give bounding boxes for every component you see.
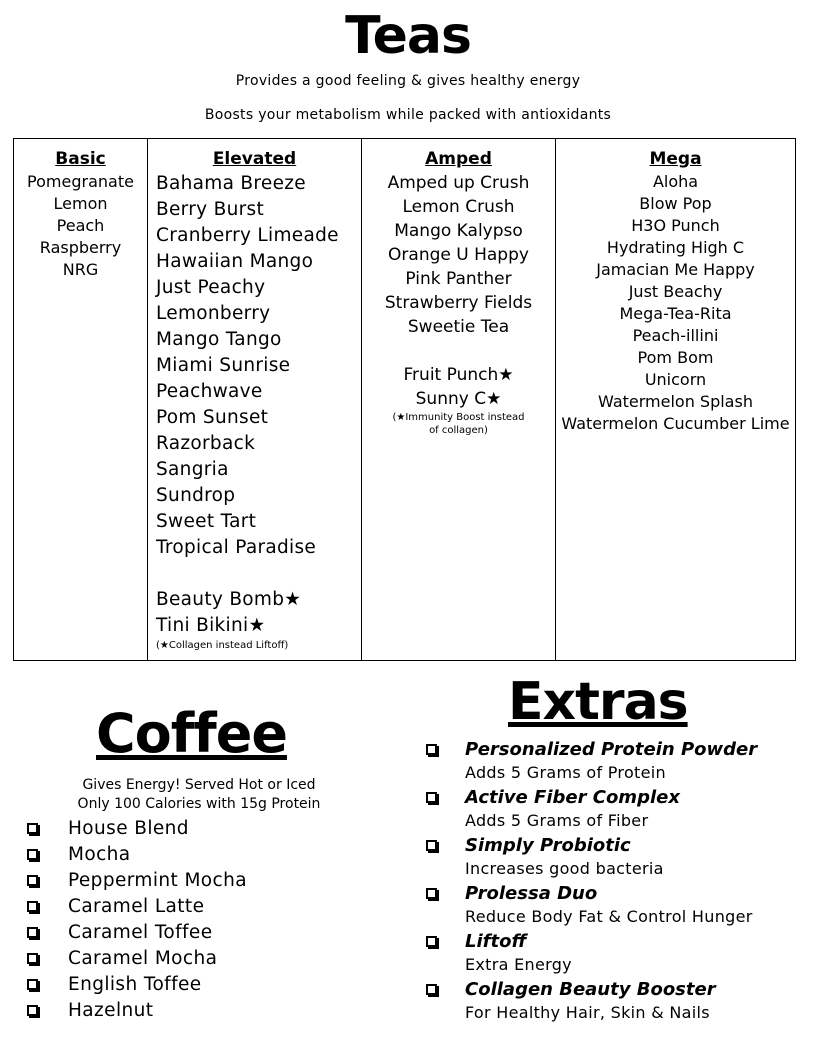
extra-item bbox=[426, 930, 796, 976]
amped-tea-item: Orange U Happy bbox=[388, 245, 529, 265]
elevated-tea-item: Just Peachy bbox=[156, 277, 266, 298]
elevated-tea-item: Tropical Paradise bbox=[156, 537, 317, 558]
checkbox-icon bbox=[426, 840, 437, 851]
basic-tea-item: Pomegranate bbox=[27, 172, 134, 191]
checkbox-icon bbox=[27, 927, 38, 938]
extra-item bbox=[426, 738, 796, 784]
coffee-item-label: Peppermint Mocha bbox=[68, 869, 247, 891]
amped-column bbox=[362, 139, 556, 660]
coffee-item-label: Caramel Toffee bbox=[68, 921, 213, 943]
extra-item bbox=[426, 786, 796, 832]
elevated-tea-item: Peachwave bbox=[156, 381, 263, 402]
mega-tea-item: Just Beachy bbox=[628, 282, 723, 301]
checkbox-icon bbox=[426, 888, 437, 899]
checkbox-icon bbox=[27, 875, 38, 886]
mega-tea-item: Aloha bbox=[652, 172, 699, 191]
mega-tea-item: Unicorn bbox=[644, 370, 707, 389]
coffee-list bbox=[27, 815, 247, 1023]
extra-item-description: Reduce Body Fat & Control Hunger bbox=[465, 907, 753, 926]
elevated-tea-item: Miami Sunrise bbox=[156, 355, 291, 376]
extra-item-description: For Healthy Hair, Skin & Nails bbox=[465, 1003, 710, 1022]
coffee-item-label: Mocha bbox=[68, 843, 131, 865]
amped-tea-item: Sweetie Tea bbox=[407, 317, 510, 337]
amped-header: Amped bbox=[425, 149, 492, 169]
amped-special-tea-item: Fruit Punch★ bbox=[403, 365, 514, 385]
amped-tea-item: Strawberry Fields bbox=[384, 293, 533, 313]
extra-item-name: Personalized Protein Powder bbox=[465, 739, 758, 760]
basic-tea-item: Lemon bbox=[53, 194, 108, 213]
coffee-item bbox=[27, 997, 247, 1023]
mega-column bbox=[556, 139, 795, 660]
elevated-note: (★Collagen instead Liftoff) bbox=[156, 640, 289, 651]
basic-column bbox=[14, 139, 148, 660]
mega-tea-item: Hydrating High C bbox=[606, 238, 745, 257]
mega-tea-item: Peach-illini bbox=[632, 326, 719, 345]
extra-item bbox=[426, 834, 796, 880]
coffee-item bbox=[27, 971, 247, 997]
amped-tea-item: Pink Panther bbox=[405, 269, 512, 289]
amped-note: (★Immunity Boost instead of collagen) bbox=[392, 412, 525, 436]
extra-item-description: Adds 5 Grams of Fiber bbox=[465, 811, 649, 830]
elevated-tea-item: Hawaiian Mango bbox=[156, 251, 314, 272]
extra-item-description: Increases good bacteria bbox=[465, 859, 664, 878]
extra-item-name: Liftoff bbox=[465, 931, 527, 952]
checkbox-icon bbox=[27, 823, 38, 834]
coffee-item-label: House Blend bbox=[68, 817, 189, 839]
mega-tea-item: Watermelon Splash bbox=[598, 392, 753, 411]
teas-tagline-1: Provides a good feeling & gives healthy energy bbox=[235, 73, 581, 89]
coffee-title: Coffee bbox=[96, 702, 287, 765]
coffee-item bbox=[27, 841, 247, 867]
elevated-tea-item: Sundrop bbox=[156, 485, 236, 506]
coffee-subtitle-1: Gives Energy! Served Hot or Iced bbox=[82, 777, 316, 793]
elevated-tea-item: Razorback bbox=[156, 433, 256, 454]
coffee-subtitle-2: Only 100 Calories with 15g Protein bbox=[77, 796, 321, 812]
mega-tea-item: Mega-Tea-Rita bbox=[619, 304, 732, 323]
checkbox-icon bbox=[27, 953, 38, 964]
elevated-tea-item: Cranberry Limeade bbox=[156, 225, 339, 246]
extra-item-name: Active Fiber Complex bbox=[465, 787, 680, 808]
elevated-tea-item: Pom Sunset bbox=[156, 407, 269, 428]
basic-tea-item: Peach bbox=[56, 216, 105, 235]
mega-tea-item: Jamacian Me Happy bbox=[596, 260, 755, 279]
coffee-item bbox=[27, 893, 247, 919]
tea-menu-table bbox=[13, 138, 796, 661]
extras-title: Extras bbox=[508, 672, 688, 732]
extra-item-description: Extra Energy bbox=[465, 955, 572, 974]
coffee-item bbox=[27, 867, 247, 893]
coffee-item bbox=[27, 919, 247, 945]
elevated-special-tea-item: Beauty Bomb★ bbox=[156, 589, 302, 610]
checkbox-icon bbox=[426, 792, 437, 803]
checkbox-icon bbox=[27, 1005, 38, 1016]
elevated-tea-item: Bahama Breeze bbox=[156, 173, 306, 194]
amped-special-tea-item: Sunny C★ bbox=[415, 389, 502, 409]
basic-header: Basic bbox=[55, 149, 106, 169]
mega-tea-item: Blow Pop bbox=[639, 194, 712, 213]
amped-tea-item: Mango Kalypso bbox=[394, 221, 523, 241]
mega-tea-item: Watermelon Cucumber Lime bbox=[561, 414, 790, 433]
checkbox-icon bbox=[426, 744, 437, 755]
elevated-tea-item: Sweet Tart bbox=[156, 511, 257, 532]
elevated-tea-item: Mango Tango bbox=[156, 329, 282, 350]
elevated-tea-item: Lemonberry bbox=[156, 303, 271, 324]
elevated-header: Elevated bbox=[212, 149, 297, 169]
extras-list bbox=[426, 738, 796, 1026]
extra-item bbox=[426, 978, 796, 1024]
elevated-column bbox=[148, 139, 362, 660]
coffee-item-label: Caramel Latte bbox=[68, 895, 205, 917]
extra-item-name: Prolessa Duo bbox=[465, 883, 598, 904]
amped-tea-item: Lemon Crush bbox=[402, 197, 515, 217]
elevated-special-tea-item: Tini Bikini★ bbox=[156, 615, 266, 636]
coffee-item-label: English Toffee bbox=[68, 973, 202, 995]
basic-tea-item: NRG bbox=[62, 260, 99, 279]
extra-item bbox=[426, 882, 796, 928]
checkbox-icon bbox=[426, 984, 437, 995]
checkbox-icon bbox=[27, 979, 38, 990]
coffee-item bbox=[27, 945, 247, 971]
checkbox-icon bbox=[426, 936, 437, 947]
elevated-tea-item: Berry Burst bbox=[156, 199, 265, 220]
mega-tea-item: H3O Punch bbox=[631, 216, 720, 235]
basic-tea-item: Raspberry bbox=[39, 238, 122, 257]
coffee-item bbox=[27, 815, 247, 841]
coffee-item-label: Hazelnut bbox=[68, 999, 154, 1021]
teas-tagline-2: Boosts your metabolism while packed with antioxidants bbox=[204, 107, 612, 123]
coffee-item-label: Caramel Mocha bbox=[68, 947, 218, 969]
mega-tea-item: Pom Bom bbox=[637, 348, 714, 367]
extra-item-description: Adds 5 Grams of Protein bbox=[465, 763, 666, 782]
extra-item-name: Collagen Beauty Booster bbox=[465, 979, 716, 1000]
teas-title: Teas bbox=[345, 6, 471, 66]
extra-item-name: Simply Probiotic bbox=[465, 835, 631, 856]
checkbox-icon bbox=[27, 901, 38, 912]
amped-tea-item: Amped up Crush bbox=[387, 173, 530, 193]
elevated-tea-item: Sangria bbox=[156, 459, 229, 480]
mega-header: Mega bbox=[649, 149, 702, 169]
checkbox-icon bbox=[27, 849, 38, 860]
